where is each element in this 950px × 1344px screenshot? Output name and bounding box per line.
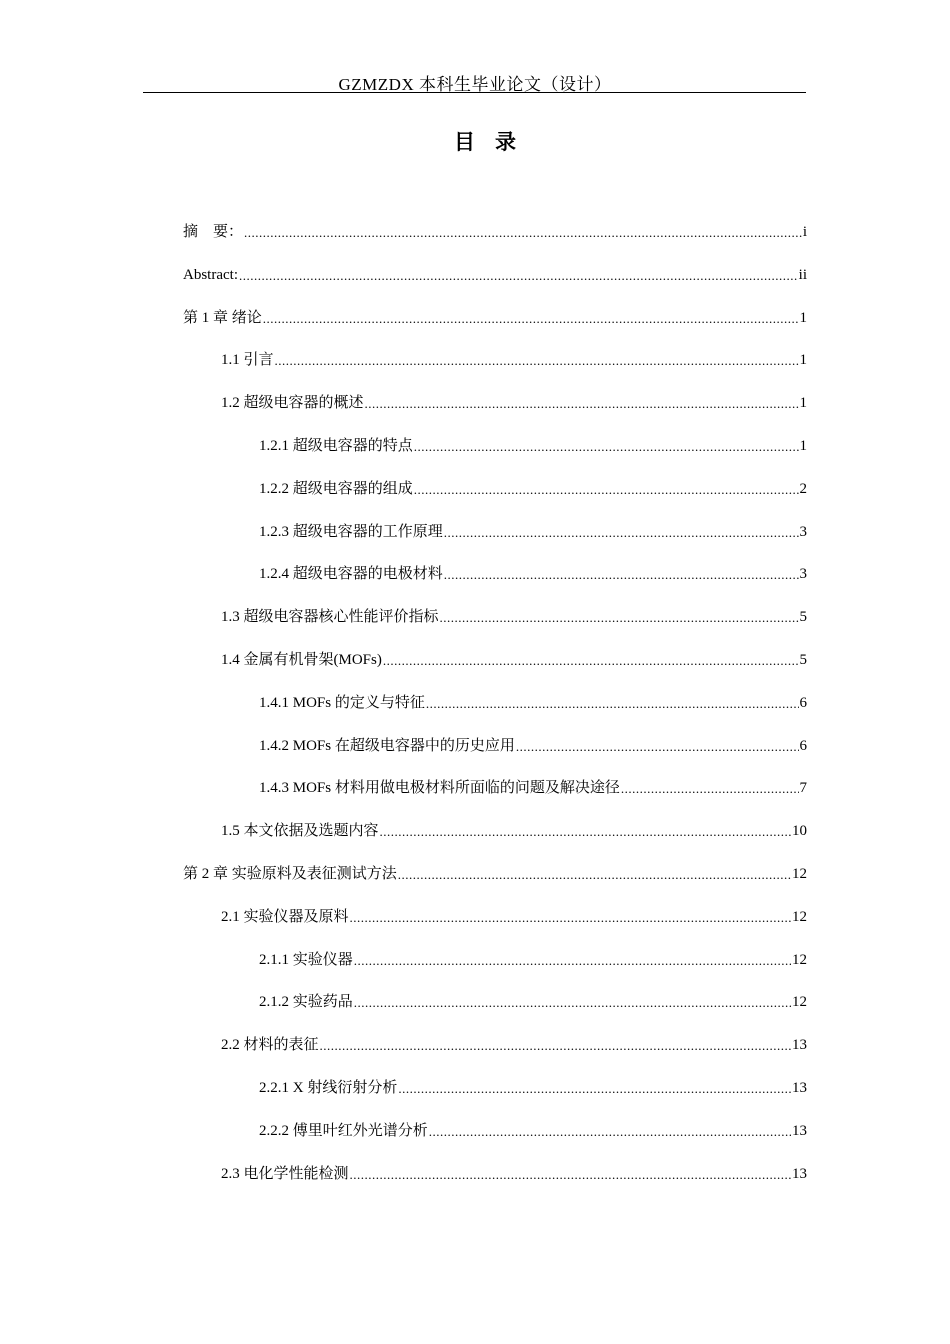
toc-entry-label: 1.2.3 超级电容器的工作原理 [259, 523, 443, 540]
toc-entry[interactable] [259, 947, 807, 969]
toc-entry[interactable] [259, 690, 807, 712]
toc-entry-label: 2.1.2 实验药品 [259, 994, 353, 1011]
toc-entry-label: 2.1 实验仪器及原料 [221, 908, 349, 925]
toc-entry-label: 1.4.3 MOFs 材料用做电极材料所面临的问题及解决途径 [259, 780, 620, 797]
toc-entry-label: 1.4.1 MOFs 的定义与特征 [259, 694, 425, 711]
toc-entry[interactable] [183, 262, 807, 284]
toc-title: 目录 [454, 130, 536, 154]
header-rule [143, 92, 806, 93]
toc-entry[interactable] [221, 818, 807, 840]
toc-leader-dots [275, 353, 799, 369]
toc-page-number: 7 [799, 780, 807, 797]
toc-leader-dots [444, 525, 799, 541]
toc-leader-dots [365, 396, 799, 412]
toc-entry-label: 1.3 超级电容器核心性能评价指标 [221, 609, 439, 626]
toc-entry-label: 摘 要： [183, 224, 244, 240]
running-header: GZMZDX 本科生毕业论文（设计） [338, 75, 612, 94]
toc-leader-dots [380, 824, 791, 840]
toc-leader-dots [383, 653, 799, 669]
toc-page-number: 12 [792, 994, 807, 1011]
toc-leader-dots [429, 1124, 791, 1140]
toc-entry[interactable] [221, 1032, 807, 1054]
toc-entry[interactable] [221, 904, 807, 926]
toc-entry[interactable] [259, 1118, 807, 1140]
toc-entry-label: 1.4 金属有机骨架(MOFs) [221, 652, 382, 668]
toc-leader-dots [414, 482, 799, 498]
toc-leader-dots [516, 739, 799, 755]
toc-entry-label: 2.2.2 傅里叶红外光谱分析 [259, 1122, 428, 1139]
toc-entry[interactable] [183, 861, 807, 883]
toc-leader-dots [426, 696, 799, 712]
toc-entry-label: 第 1 章 绪论 [183, 309, 262, 326]
toc-leader-dots [621, 781, 799, 797]
toc-entry-label: 1.2.2 超级电容器的组成 [259, 480, 413, 497]
toc-page-number: ii [798, 266, 807, 283]
toc-entry[interactable] [259, 519, 807, 541]
toc-entry[interactable] [259, 733, 807, 755]
toc-page-number: 10 [792, 823, 807, 840]
toc-page-number: i [802, 224, 807, 240]
toc-page-number: 13 [792, 1122, 807, 1139]
toc-entry-label: 1.5 本文依据及选题内容 [221, 823, 379, 840]
toc-page-number: 12 [792, 908, 807, 925]
toc-entry[interactable] [259, 1075, 807, 1097]
toc-page-number: 5 [799, 652, 807, 668]
toc-leader-dots [398, 1081, 791, 1097]
toc-entry-label: 1.2.1 超级电容器的特点 [259, 438, 413, 454]
toc-leader-dots [263, 311, 799, 327]
toc-page-number: 2 [799, 480, 807, 497]
toc-entry-label: 第 2 章 实验原料及表征测试方法 [183, 866, 397, 882]
toc-page-number: 5 [799, 609, 807, 626]
toc-entry-label: 1.4.2 MOFs 在超级电容器中的历史应用 [259, 737, 515, 754]
toc-entry[interactable] [259, 775, 807, 797]
toc-entry[interactable] [183, 219, 807, 241]
toc-leader-dots [354, 953, 791, 969]
toc-entry-label: 2.3 电化学性能检测 [221, 1165, 349, 1182]
toc-leader-dots [398, 867, 791, 883]
toc-entry-label: 1.2.4 超级电容器的电极材料 [259, 566, 443, 583]
toc-entry[interactable] [221, 1161, 807, 1183]
toc-page-number: 1 [799, 395, 807, 412]
toc-entry-label: 2.2.1 X 射线衍射分析 [259, 1080, 398, 1096]
toc-page-number: 6 [799, 694, 807, 711]
toc-entry[interactable] [221, 604, 807, 626]
toc-entry-label: 2.1.1 实验仪器 [259, 951, 353, 968]
toc-entry[interactable] [221, 390, 807, 412]
toc-leader-dots [320, 1038, 791, 1054]
toc-leader-dots [414, 439, 799, 455]
toc-leader-dots [354, 995, 791, 1011]
toc-entry-label: 2.2 材料的表征 [221, 1037, 319, 1054]
toc-entry[interactable] [183, 305, 807, 327]
toc-entry[interactable] [259, 989, 807, 1011]
toc-page-number: 12 [792, 866, 807, 882]
toc-entry[interactable] [221, 647, 807, 669]
toc-page-number: 1 [799, 309, 807, 326]
toc-entry[interactable] [259, 476, 807, 498]
toc-page-number: 6 [799, 737, 807, 754]
toc-leader-dots [444, 567, 799, 583]
toc-leader-dots [244, 225, 802, 241]
toc-page-number: 1 [799, 438, 807, 454]
toc-leader-dots [350, 910, 791, 926]
toc-page-number: 3 [799, 523, 807, 540]
toc-entry-label: Abstract: [183, 266, 238, 283]
toc-entry[interactable] [259, 433, 807, 455]
toc-page-number: 13 [792, 1037, 807, 1054]
toc-entry[interactable] [259, 561, 807, 583]
toc-page-number: 3 [799, 566, 807, 583]
toc-leader-dots [239, 268, 798, 284]
toc-leader-dots [440, 610, 799, 626]
toc-page-number: 13 [792, 1165, 807, 1182]
toc-page-number: 12 [792, 951, 807, 968]
toc-page-number: 1 [799, 352, 807, 369]
toc-entry-label: 1.2 超级电容器的概述 [221, 395, 364, 412]
toc-entry[interactable] [221, 347, 807, 369]
toc-leader-dots [350, 1167, 791, 1183]
toc-entry-label: 1.1 引言 [221, 352, 274, 369]
toc-page-number: 13 [792, 1080, 807, 1096]
